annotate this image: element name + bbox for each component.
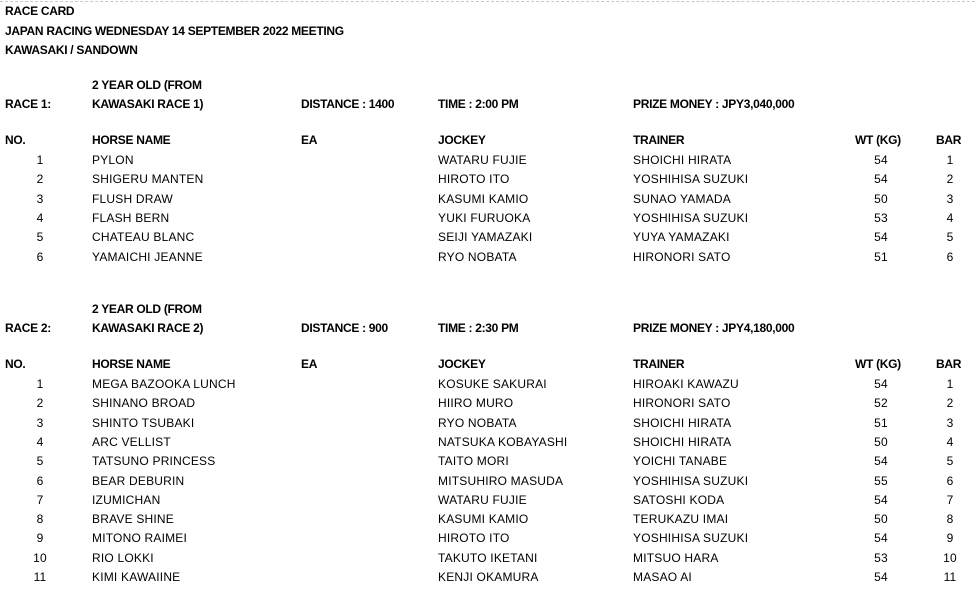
entry-number: 3 — [36, 191, 44, 206]
entry-weight: 50 — [874, 434, 888, 449]
entry-weight: 54 — [874, 377, 888, 391]
entry-weight: 52 — [874, 396, 888, 411]
entry-number: 3 — [36, 415, 44, 430]
entry-horse-name: FLASH BERN — [92, 210, 170, 225]
entry-weight: 54 — [874, 454, 888, 469]
entry-trainer: YOSHIHISA SUZUKI — [633, 531, 749, 546]
entry-weight: 54 — [874, 153, 888, 167]
column-header-ea: EA — [301, 357, 318, 371]
entry-barrier: 7 — [946, 492, 954, 507]
entry-horse-name: SHINANO BROAD — [92, 396, 196, 411]
entry-jockey: WATARU FUJIE — [438, 492, 527, 507]
race-name-line2: KAWASAKI RACE 2) — [92, 321, 204, 335]
entry-horse-name: IZUMICHAN — [92, 492, 161, 507]
entry-number: 8 — [36, 512, 44, 527]
entry-horse-name: SHIGERU MANTEN — [92, 172, 204, 187]
entry-weight: 54 — [874, 570, 888, 584]
column-header-trainer: TRAINER — [633, 133, 685, 147]
race-label: RACE 1: — [5, 97, 51, 111]
entry-jockey: HIIRO MURO — [438, 396, 514, 411]
entry-number: 11 — [33, 570, 47, 584]
entry-trainer: YOSHIHISA SUZUKI — [633, 473, 749, 488]
entry-number: 1 — [36, 377, 44, 391]
entry-horse-name: BRAVE SHINE — [92, 512, 174, 527]
column-header-ea: EA — [301, 133, 318, 147]
entry-number: 6 — [36, 473, 44, 488]
entry-number: 2 — [36, 172, 44, 187]
entry-barrier: 3 — [946, 191, 954, 206]
entry-horse-name: TATSUNO PRINCESS — [92, 454, 216, 469]
entry-horse-name: KIMI KAWAIINE — [92, 570, 181, 584]
entry-barrier: 6 — [946, 473, 954, 488]
race-label: RACE 2: — [5, 321, 51, 335]
venue-title: KAWASAKI / SANDOWN — [5, 43, 138, 57]
entry-barrier: 2 — [946, 396, 954, 411]
entry-jockey: TAKUTO IKETANI — [438, 550, 538, 565]
entry-jockey: HIROTO ITO — [438, 172, 510, 187]
entry-horse-name: BEAR DEBURIN — [92, 473, 185, 488]
entry-trainer: MITSUO HARA — [633, 550, 719, 565]
entry-weight: 54 — [874, 230, 888, 245]
entry-trainer: SHOICHI HIRATA — [633, 415, 732, 430]
entry-jockey: HIROTO ITO — [438, 531, 510, 546]
race-name-line1: 2 YEAR OLD (FROM — [92, 302, 202, 316]
entry-jockey: YUKI FURUOKA — [438, 210, 531, 225]
entry-weight: 54 — [874, 531, 888, 546]
column-header-no: NO. — [5, 357, 26, 371]
entry-number: 4 — [36, 434, 44, 449]
entry-jockey: KASUMI KAMIO — [438, 191, 529, 206]
top-divider — [0, 1, 975, 2]
column-header-horse-name: HORSE NAME — [92, 357, 171, 371]
entry-horse-name: SHINTO TSUBAKI — [92, 415, 195, 430]
entry-barrier: 8 — [946, 512, 954, 527]
race-time: TIME : 2:30 PM — [438, 321, 519, 335]
entry-horse-name: MITONO RAIMEI — [92, 531, 188, 546]
column-header-horse-name: HORSE NAME — [92, 133, 171, 147]
entry-weight: 51 — [874, 249, 888, 264]
entry-number: 4 — [36, 210, 44, 225]
entry-trainer: SHOICHI HIRATA — [633, 153, 732, 167]
race-time: TIME : 2:00 PM — [438, 97, 519, 111]
entry-number: 2 — [36, 396, 44, 411]
entry-number: 1 — [36, 153, 44, 167]
entry-weight: 54 — [874, 172, 888, 187]
race-distance: DISTANCE : 900 — [301, 321, 388, 335]
race-prize-money: PRIZE MONEY : JPY4,180,000 — [633, 321, 795, 335]
entry-trainer: HIRONORI SATO — [633, 396, 731, 411]
entry-number: 9 — [36, 531, 44, 546]
column-header-trainer: TRAINER — [633, 357, 685, 371]
meeting-title: JAPAN RACING WEDNESDAY 14 SEPTEMBER 2022 MEETING — [5, 24, 344, 38]
entry-jockey: MITSUHIRO MASUDA — [438, 473, 564, 488]
race-prize-money: PRIZE MONEY : JPY3,040,000 — [633, 97, 795, 111]
entry-barrier: 9 — [946, 531, 954, 546]
entry-trainer: SATOSHI KODA — [633, 492, 725, 507]
entry-barrier: 5 — [946, 230, 954, 245]
entry-jockey: SEIJI YAMAZAKI — [438, 230, 533, 245]
entry-jockey: WATARU FUJIE — [438, 153, 527, 167]
entry-weight: 50 — [874, 512, 888, 527]
entry-trainer: HIRONORI SATO — [633, 249, 731, 264]
entry-number: 5 — [36, 230, 44, 245]
entry-jockey: KENJI OKAMURA — [438, 570, 539, 584]
entry-barrier: 10 — [943, 550, 957, 565]
entry-jockey: KASUMI KAMIO — [438, 512, 529, 527]
entry-number: 6 — [36, 249, 44, 264]
entry-number: 10 — [33, 550, 47, 565]
entry-horse-name: FLUSH DRAW — [92, 191, 173, 206]
race-name-line2: KAWASAKI RACE 1) — [92, 97, 204, 111]
entry-weight: 55 — [874, 473, 888, 488]
entry-jockey: RYO NOBATA — [438, 249, 517, 264]
entry-trainer: YOSHIHISA SUZUKI — [633, 172, 749, 187]
column-header-jockey: JOCKEY — [438, 133, 486, 147]
column-header-barrier: BAR — [936, 133, 962, 147]
entry-jockey: NATSUKA KOBAYASHI — [438, 434, 568, 449]
doc-title: RACE CARD — [5, 4, 75, 18]
entry-weight: 53 — [874, 550, 888, 565]
entry-barrier: 4 — [946, 210, 954, 225]
entry-trainer: TERUKAZU IMAI — [633, 512, 729, 527]
entry-weight: 50 — [874, 191, 888, 206]
entry-trainer: YOSHIHISA SUZUKI — [633, 210, 749, 225]
column-header-no: NO. — [5, 133, 26, 147]
entry-barrier: 3 — [946, 415, 954, 430]
entry-horse-name: YAMAICHI JEANNE — [92, 249, 203, 264]
column-header-weight: WT (KG) — [855, 133, 901, 147]
column-header-jockey: JOCKEY — [438, 357, 486, 371]
entry-horse-name: RIO LOKKI — [92, 550, 154, 565]
entry-trainer: SHOICHI HIRATA — [633, 434, 732, 449]
race-distance: DISTANCE : 1400 — [301, 97, 395, 111]
entry-barrier: 2 — [946, 172, 954, 187]
entry-barrier: 11 — [943, 570, 957, 584]
race-name-line1: 2 YEAR OLD (FROM — [92, 78, 202, 92]
entry-number: 7 — [36, 492, 44, 507]
entry-jockey: KOSUKE SAKURAI — [438, 377, 547, 391]
column-header-barrier: BAR — [936, 357, 962, 371]
entry-barrier: 6 — [946, 249, 954, 264]
entry-trainer: HIROAKI KAWAZU — [633, 377, 739, 391]
entry-number: 5 — [36, 454, 44, 469]
entry-barrier: 1 — [946, 377, 954, 391]
entry-weight: 51 — [874, 415, 888, 430]
entry-trainer: MASAO AI — [633, 570, 692, 584]
entry-jockey: TAITO MORI — [438, 454, 509, 469]
entry-barrier: 4 — [946, 434, 954, 449]
entry-jockey: RYO NOBATA — [438, 415, 517, 430]
entry-trainer: YOICHI TANABE — [633, 454, 728, 469]
entry-horse-name: ARC VELLIST — [92, 434, 171, 449]
column-header-weight: WT (KG) — [855, 357, 901, 371]
entry-horse-name: CHATEAU BLANC — [92, 230, 195, 245]
entry-horse-name: MEGA BAZOOKA LUNCH — [92, 377, 236, 391]
entry-trainer: YUYA YAMAZAKI — [633, 230, 730, 245]
entry-barrier: 1 — [946, 153, 954, 167]
entry-weight: 54 — [874, 492, 888, 507]
entry-horse-name: PYLON — [92, 153, 134, 167]
entry-trainer: SUNAO YAMADA — [633, 191, 731, 206]
entry-weight: 53 — [874, 210, 888, 225]
entry-barrier: 5 — [946, 454, 954, 469]
